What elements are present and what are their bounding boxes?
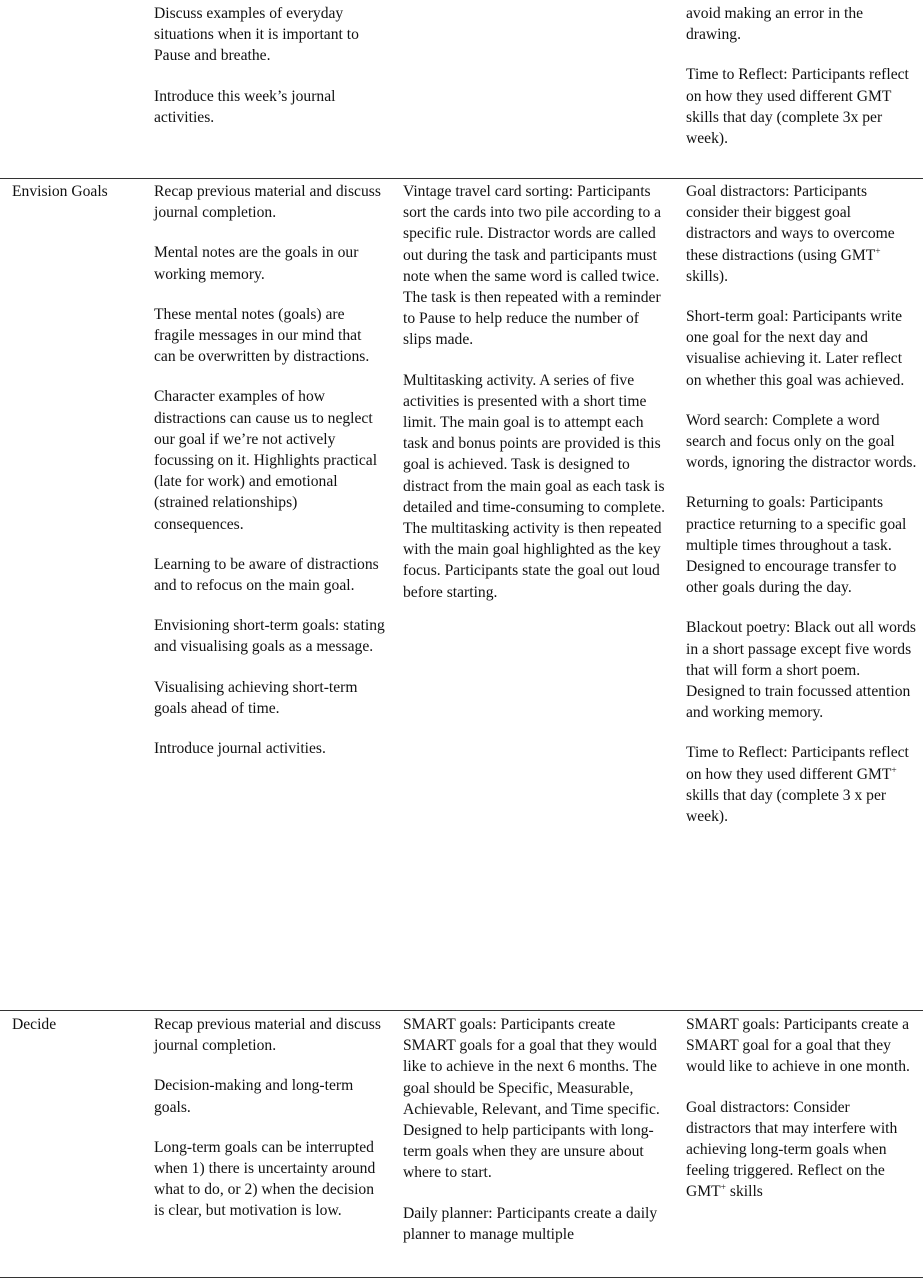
paragraph: Envisioning short-term goals: stating and visualising goals as a message.: [154, 617, 385, 656]
paragraph: Goal distractors: Consider distractors that may interfere with achieving long-term goals when feeling triggered. Reflect on the GMT+ skills: [686, 1098, 898, 1201]
paragraph: SMART goals: Participants create a SMART goal for a goal that they would like to achieve in one month.: [686, 1016, 910, 1076]
row3-session-content: [154, 1014, 386, 1222]
session-title: Decide: [12, 1016, 57, 1033]
paragraph: avoid making an error in the drawing.: [686, 5, 864, 44]
row1-session-content: [154, 3, 386, 128]
paragraph: Returning to goals: Participants practice returning to a specific goal multiple times throughout a task. Designed to encourage transfer to other goals during the day.: [686, 494, 907, 597]
paragraph: Short-term goal: Participants write one goal for the next day and visualise achieving it. Later reflect on whether this goal was achieved.: [686, 308, 905, 389]
row1-home-activities: [686, 3, 918, 149]
paragraph: Introduce this week’s journal activities.: [154, 87, 336, 126]
paragraph: These mental notes (goals) are fragile messages in our mind that can be overwritten by distractions.: [154, 305, 370, 366]
paragraph: Long-term goals can be interrupted when 1) there is uncertainty around what to do, or 2) when the decision is clear, but motivation is low.: [154, 1138, 376, 1220]
paragraph: Learning to be aware of distractions and to refocus on the main goal.: [154, 555, 379, 595]
paragraph: SMART goals: Participants create SMART goals for a goal that they would like to achieve in the next 6 months. The goal should be Specific, Measurable, Achievable, Relevant, and Time specific. Designed to help participants with long-term goals when they are unsure about where to start.: [403, 1016, 660, 1182]
row2-session-content: [154, 181, 386, 759]
table-bottom-rule: [0, 1277, 923, 1278]
paragraph: Character examples of how distractions can cause us to neglect our goal if we’re not actively focussing on it. Highlights practical (late for work) and emotional (strained relationships) consequences.: [154, 388, 378, 533]
row2-in-session-activities: [403, 181, 669, 603]
paragraph: Time to Reflect: Participants reflect on how they used different GMT+ skills that day (complete 3 x per week).: [686, 744, 909, 826]
paragraph: Recap previous material and discuss journal completion.: [154, 183, 381, 222]
paragraph: Blackout poetry: Black out all words in a short passage except five words that will form a short poem. Designed to train focussed attention and working memory.: [686, 619, 916, 722]
row3-home-activities: [686, 1014, 918, 1203]
row3-in-session-activities: [403, 1014, 669, 1245]
paragraph: Visualising achieving short-term goals ahead of time.: [154, 678, 358, 717]
row-divider: [0, 178, 923, 179]
paragraph: Multitasking activity. A series of five activities is presented with a short time limit. The main goal is to attempt each task and bonus points are provided is this goal is achieved. Task is designed to distract from the main goal as each task is detailed and time-consuming to complete. The multitasking activity is then repeated with the main goal highlighted as the key focus. Participants state the goal out loud before starting.: [403, 371, 665, 601]
paragraph: Time to Reflect: Participants reflect on how they used different GMT skills that day (complete 3x per week).: [686, 66, 909, 148]
session-title: Envision Goals: [12, 183, 108, 200]
paragraph: Discuss examples of everyday situations when it is important to Pause and breathe.: [154, 5, 359, 65]
paragraph: Vintage travel card sorting: Participants sort the cards into two pile according to a specific rule. Distractor words are called out during the task and participants must note when the same word is called twice. The task is then repeated with a reminder to Pause to help reduce the number of slips made.: [403, 183, 662, 349]
paragraph: Introduce journal activities.: [154, 740, 326, 758]
paragraph: Recap previous material and discuss journal completion.: [154, 1016, 381, 1055]
paragraph: Mental notes are the goals in our working memory.: [154, 244, 359, 283]
paragraph: Word search: Complete a word search and focus only on the goal words, ignoring the distractor words.: [686, 411, 917, 472]
row2-home-activities: [686, 181, 918, 827]
row-divider: [0, 1010, 923, 1011]
paragraph: Goal distractors: Participants consider their biggest goal distractors and ways to overcome these distractions (using GMT+ skills).: [686, 183, 895, 285]
paragraph: Decision-making and long-term goals.: [154, 1077, 354, 1116]
paragraph: Daily planner: Participants create a daily planner to manage multiple: [403, 1204, 658, 1243]
